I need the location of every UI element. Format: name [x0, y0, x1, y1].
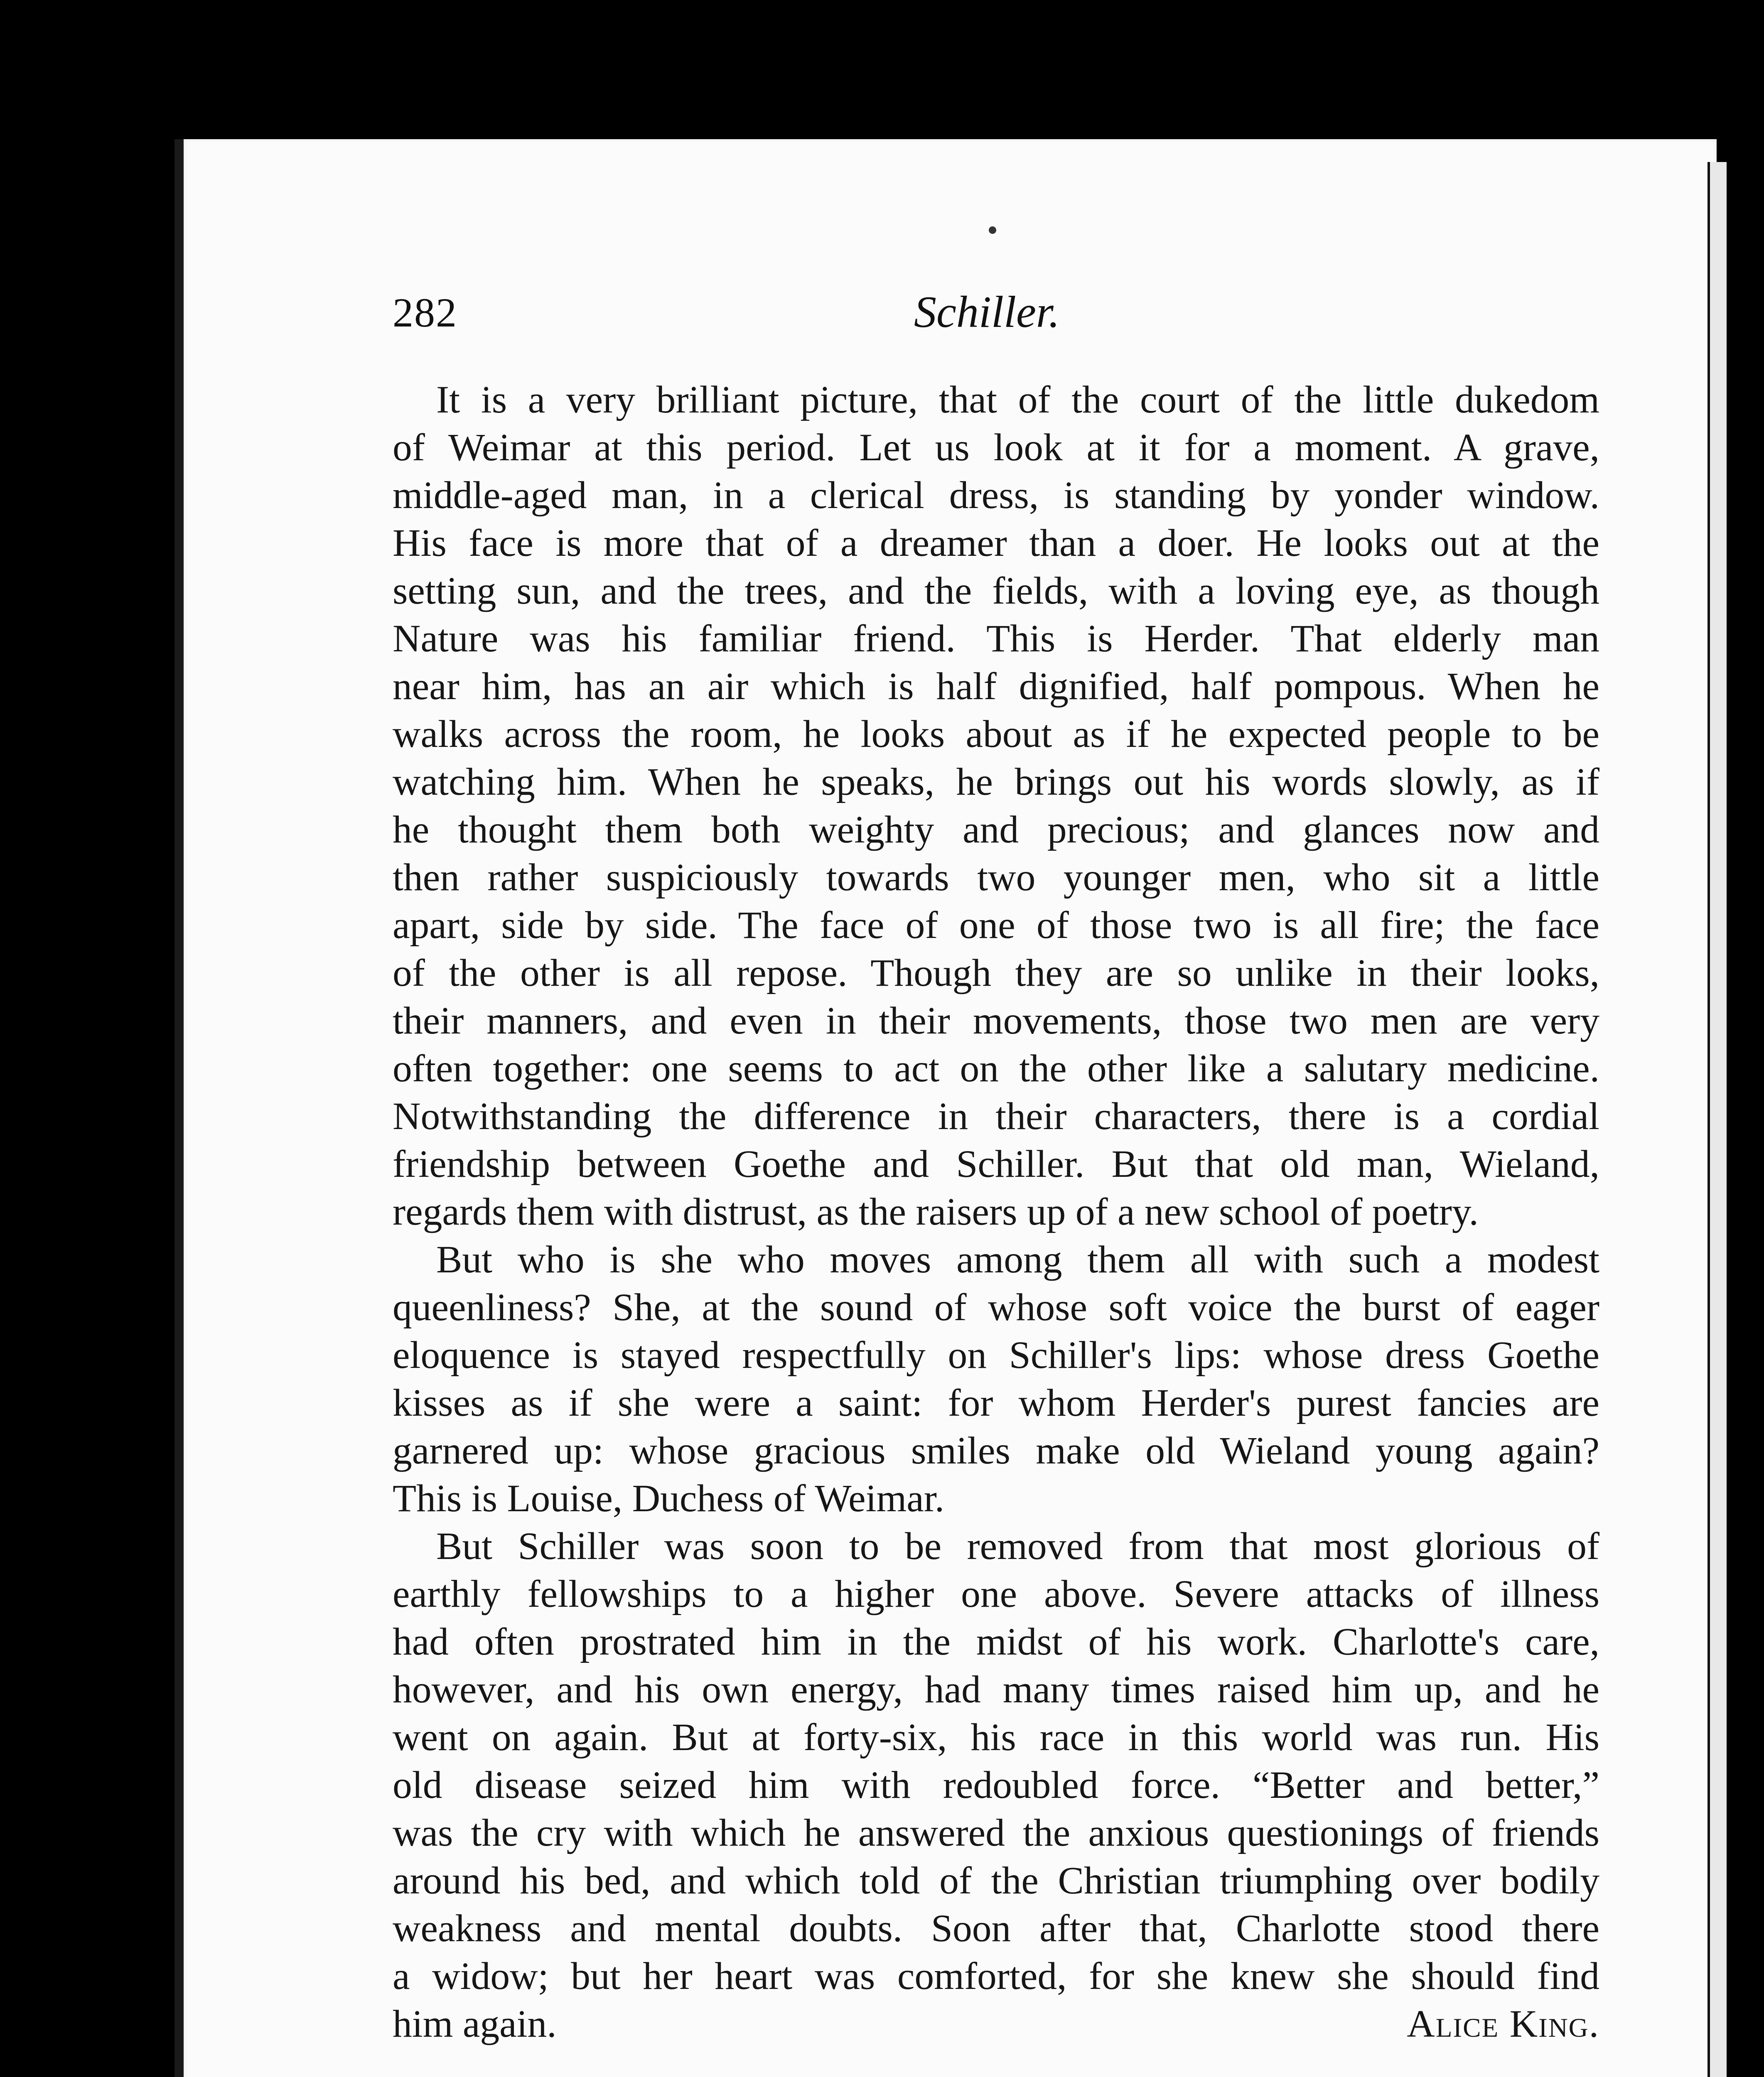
page-edge: [1707, 162, 1727, 2077]
text-line: he thought them both weighty and precious; and glances now and: [393, 808, 1599, 851]
text-line: regards them with distrust, as the raisers up of a new school of poetry.: [393, 1191, 1479, 1233]
print-speck: [989, 226, 996, 234]
text-line: of the other is all repose. Though they are so unlike in their looks,: [393, 952, 1599, 994]
author-signature: Alice King.: [1407, 2003, 1599, 2045]
text-line: their manners, and even in their movements, those two men are very: [393, 999, 1599, 1042]
text-line: setting sun, and the trees, and the fields, with a loving eye, as though: [393, 570, 1599, 612]
text-line: It is a very brilliant picture, that of the court of the little dukedom: [436, 378, 1599, 421]
text-line: watching him. When he speaks, he brings out his words slowly, as if: [393, 761, 1599, 803]
text-line: But who is she who moves among them all with such a modest: [436, 1238, 1599, 1281]
text-line: garnered up: whose gracious smiles make old Wieland young again?: [393, 1429, 1599, 1472]
signature-line: [393, 2000, 1599, 2048]
text-line: went on again. But at forty-six, his race in this world was run. His: [393, 1716, 1599, 1759]
text-line: old disease seized him with redoubled force. “Better and better,”: [393, 1764, 1599, 1807]
text-line: kisses as if she were a saint: for whom Herder's purest fancies are: [393, 1382, 1599, 1424]
text-line: was the cry with which he answered the anxious questionings of friends: [393, 1812, 1599, 1854]
text-line: walks across the room, he looks about as if he expected people to be: [393, 713, 1599, 756]
text-line: middle-aged man, in a clerical dress, is standing by yonder window.: [393, 474, 1599, 517]
running-head: Schiller.: [914, 287, 1060, 337]
text-line: weakness and mental doubts. Soon after that, Charlotte stood there: [393, 1907, 1599, 1950]
text-line: Notwithstanding the difference in their characters, there is a cordial: [393, 1095, 1599, 1138]
text-line: near him, has an air which is half dignified, half pompous. When he: [393, 665, 1599, 708]
text-line: queenliness? She, at the sound of whose soft voice the burst of eager: [393, 1286, 1599, 1329]
text-line: often together: one seems to act on the other like a salutary medicine.: [393, 1047, 1599, 1090]
text-line: a widow; but her heart was comforted, for she knew she should find: [393, 1955, 1599, 1998]
body-text: [393, 376, 1599, 2048]
text-line: apart, side by side. The face of one of those two is all fire; the face: [393, 904, 1599, 947]
text-line: His face is more that of a dreamer than a doer. He looks out at the: [393, 522, 1599, 565]
page-number: 282: [393, 290, 457, 336]
text-line: This is Louise, Duchess of Weimar.: [393, 1477, 945, 1520]
text-line: however, and his own energy, had many times raised him up, and he: [393, 1668, 1599, 1711]
text-line: around his bed, and which told of the Christian triumphing over bodily: [393, 1859, 1599, 1902]
text-line: But Schiller was soon to be removed from that most glorious of: [436, 1525, 1599, 1568]
text-line: then rather suspiciously towards two younger men, who sit a little: [393, 856, 1599, 899]
text-line: of Weimar at this period. Let us look at it for a moment. A grave,: [393, 426, 1599, 469]
text-line: earthly fellowships to a higher one above. Severe attacks of illness: [393, 1573, 1599, 1615]
text-line: eloquence is stayed respectfully on Schiller's lips: whose dress Goethe: [393, 1334, 1599, 1377]
text-line: had often prostrated him in the midst of his work. Charlotte's care,: [393, 1620, 1599, 1663]
closing-text: him again.: [393, 2003, 557, 2045]
text-line: Nature was his familiar friend. This is Herder. That elderly man: [393, 617, 1599, 660]
text-line: friendship between Goethe and Schiller. But that old man, Wieland,: [393, 1143, 1599, 1186]
